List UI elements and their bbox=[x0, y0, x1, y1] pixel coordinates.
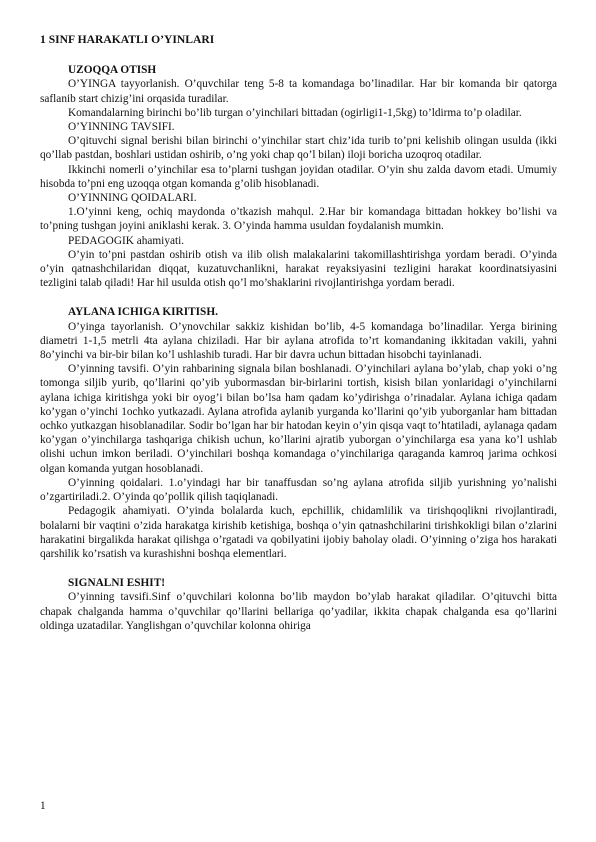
paragraph: 1.O’yinni keng, ochiq maydonda o’tkazish mahqul. 2.Har bir komandaga bittadan hokkey bo’lishi va to’pning tushgan joyini aniklashi kerak. 3. O’yinda hamma usuldan foydalanish mumkin. bbox=[40, 206, 557, 233]
paragraph: Ikkinchi nomerli o’yinchilar esa to’plarni tushgan joyidan otadilar. O’yin shu zalda davom etadi. Umumiy hisobda to’pni eng uzoqqa otgan komanda g’olib hisoblanadi. bbox=[40, 163, 557, 190]
section-uzoqqa-otish bbox=[40, 63, 557, 290]
paragraph: O’yinning tavsifi. O’yin rahbarining signala bilan boshlanadi. O’yinchilari aylana bo’ylab, chap yoki o’ng tomonga siljib yurib, qo’llarini qo’yib yubormasdan bir-birlarini tortish, kisish bilan yonlaridagi o’yinchilarni aylana ichiga kiritishga yoki bir oyog’i bilan bo’lsa ham qadam ko’ydirishga o’rinadalar. Aylana ichiga qadam ko’ygan o’yinchi 1ochko yutkazadi. Aylana atrofida aylanib yurganda ko’llarini qo’yib yuborganlar ham bittadan ochko yutkazgan hisoblanadilar. Sodir bo’lgan har bir hatodan keyin o’yin qisqa vaqt to’htatiladi, aylanaga qadam ko’ygan o’yinchilarga tashqariga chikish uchun, ko’llarini ajratib yuborgan o’yinchilarga esa yana ko’l ushlab olishi uchun imkon beriladi. O’yinchilari boshqa komandaga o’yinchilariga qaraganda kamroq jarima ochkosi olgan komanda yutgan hosoblanadi. bbox=[40, 363, 557, 475]
paragraph: Pedagogik ahamiyati. O’yinda bolalarda kuch, epchillik, chidamlilik va tirishqoqlikni rivojlantiradi, bolalarni bir vaqtini o’zida harakatga kirishib ketishiga, boshqa o’yin qatnashchilarini tirishkokligi bilan o’zlarini harakatini birgalikda harakat qilishga o’rgatadi va qobilyatini ijobiy baholay oladi. O’yinning o’ziga hos harakati qarshilik ko’rsatish va kurashishni boshqa elementlari. bbox=[40, 505, 557, 560]
section-heading: UZOQQA OTISH bbox=[68, 64, 157, 77]
paragraph: O’yinning qoidalari. 1.o’yindagi har bir tanaffusdan so’ng aylana atrofida siljib yurishning yo’nalishi o’zgartiriladi.2. O’yinda qo’pollik qilish taqiqlanadi. bbox=[40, 476, 557, 504]
subheading: O’YINNING QOIDALARI. bbox=[68, 192, 197, 205]
paragraph: O’YINGA tayyorlanish. O’quvchilar teng 5-8 ta komandaga bo’linadilar. Har bir komanda bir qatorga saflanib start chizig’ini orqasida turadilar. bbox=[40, 78, 557, 105]
page-number: 1 bbox=[40, 800, 46, 812]
page-content bbox=[40, 33, 557, 648]
paragraph: O’yinga tayorlanish. O’ynovchilar sakkiz kishidan bo’lib, 4-5 komandaga bo’linadilar. Yerga birining diametri 1-1,5 metrli 4ta aylana chiziladi. Har bir aylana atrofida to’rt komandaning ikkitadan vakili, yahni 8o’yinchi va bir-bir bilan ko’l ushlashib turadi. Har bir davra uchun bittadan hisobchi tayinlanadi. bbox=[40, 320, 557, 362]
section-signalni-eshit bbox=[40, 576, 557, 633]
subheading: O’YINNING TAVSIFI. bbox=[68, 121, 175, 134]
section-heading: AYLANA ICHIGA KIRITISH. bbox=[68, 306, 218, 319]
paragraph: O’qituvchi signal berishi bilan birinchi o’yinchilar start chiz’ida turib to’pni kelishib olingan usulda (ikki qo’llab pastdan, boshlari ustidan oshirib, o’ng yoki chap qo’l bilan) iloji boricha uzoqroq otadilar. bbox=[40, 135, 557, 162]
paragraph: O’yinning tavsifi.Sinf o’quvchilari kolonna bo’lib maydon bo’ylab harakat qiladilar. O’qituvchi bitta chapak chalganda hamma o’quvchilar qo’llarini bellariga qo’yadilar, ikkita chapak chalganda esa qo’llarini oldinga uzatadilar. Yanglishgan o’quvchilar kolonna ohiriga bbox=[40, 591, 557, 632]
paragraph: O’yin to’pni pastdan oshirib otish va ilib olish malakalarini takomillashtirishga yordam beradi. O’yinda o’yin qatnashchilaridan diqqat, kuzatuvchanlikni, harakat reyaksiyasini tezligini harakat koordinatsiyasini tezligini talab qiladi! Har hil usulda otish qo’l mo’shaklarini rivojlantirishga yordam beradi. bbox=[40, 248, 557, 290]
paragraph: Komandalarning birinchi bo’lib turgan o’yinchilari bittadan (ogirligi1-1,5kg) to’ldirma to’p oladilar. bbox=[68, 106, 522, 119]
section-heading: SIGNALNI ESHIT! bbox=[68, 577, 165, 590]
section-aylana-ichiga-kiritish bbox=[40, 305, 557, 561]
subheading: PEDAGOGIK ahamiyati. bbox=[68, 234, 185, 247]
document-title: 1 SINF HARAKATLI O’YINLARI bbox=[40, 33, 215, 46]
